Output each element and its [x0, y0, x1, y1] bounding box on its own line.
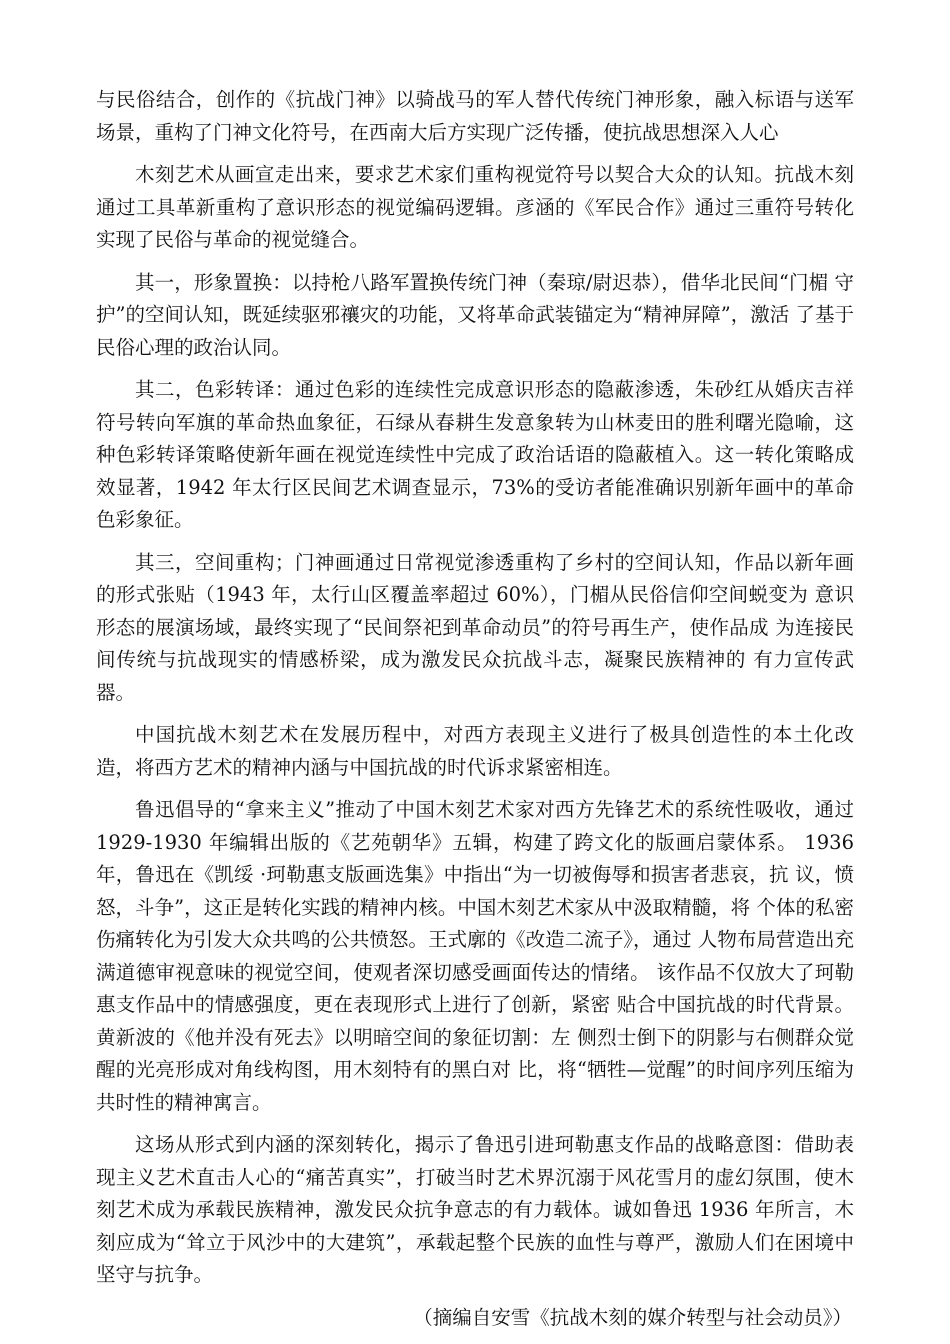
paragraph-6: 中国抗战木刻艺术在发展历程中，对西方表现主义进行了极具创造性的本土化改造，将西方艺术的精神内涵与中国抗战的时代诉求紧密相连。 — [96, 723, 854, 779]
article-body — [96, 84, 854, 1334]
paragraph-1: 与民俗结合，创作的《抗战门神》以骑战马的军人替代传统门神形象，融入标语与送军场景，重构了门神文化符号，在西南大后方实现广泛传播，使抗战思想深入人心 — [96, 88, 854, 144]
paragraph-4: 其二，色彩转译：通过色彩的连续性完成意识形态的隐蔽渗透，朱砂红从婚庆吉祥符号转向军旗的革命热血象征，石绿从春耕生发意象转为山林麦田的胜利曙光隐喻，这种色彩转译策略使新年画在视觉连续性中完成了政治话语的隐蔽植入。这一转化策略成效显著，1942 年太行区民间艺术调查显示，73%的受访者能准确识别新年画中的革命色彩象征。 — [96, 378, 854, 531]
source-citation: （摘编自安雪《抗战木刻的媒介转型与社会动员》） — [413, 1305, 852, 1329]
paragraph-7: 鲁迅倡导的“拿来主义”推动了中国木刻艺术家对西方先锋艺术的系统性吸收，通过 1929-1930 年编辑出版的《艺苑朝华》五辑，构建了跨文化的版画启蒙体系。 1936 年，鲁迅在《凯绥 ·珂勒惠支版画选集》中指出“为一切被侮辱和损害者悲哀，抗 议，愤怒，斗争”，这正是转化实践的精神内核。中国木刻艺术家从中汲取精髓，将 个体的私密伤痛转化为引发大众共鸣的公共愤怒。王式廓的《改造二流子》，通过 人物布局营造出充满道德审视意味的视觉空间，使观者深切感受画面传达的情绪。 该作品不仅放大了珂勒惠支作品中的情感强度，更在表现形式上进行了创新，紧密 贴合中国抗战的时代背景。黄新波的《他并没有死去》以明暗空间的象征切割：左 侧烈士倒下的阴影与右侧群众觉醒的光亮形成对角线构图，用木刻特有的黑白对 比，将“牺牲—觉醒”的时间序列压缩为共时性的精神寓言。 — [96, 798, 854, 1114]
paragraph-5: 其三，空间重构；门神画通过日常视觉渗透重构了乡村的空间认知，作品以新年画的形式张贴（1943 年，太行山区覆盖率超过 60%），门楣从民俗信仰空间蜕变为 意识形态的展演场域，最终实现了“民间祭祀到革命动员”的符号再生产，使作品成 为连接民间传统与抗战现实的情感桥梁，成为激发民众抗战斗志，凝聚民族精神的 有力宣传武器。 — [96, 550, 854, 704]
paragraph-8: 这场从形式到内涵的深刻转化，揭示了鲁迅引进珂勒惠支作品的战略意图：借助表现主义艺术直击人心的“痛苦真实”，打破当时艺术界沉溺于风花雪月的虚幻氛围，使木刻艺术成为承载民族精神，激发民众抗争意志的有力载体。诚如鲁迅 1936 年所言，木刻应成为“耸立于风沙中的大建筑”，承载起整个民族的血性与尊严，激励人们在困境中坚守与抗争。 — [96, 1133, 854, 1286]
paragraph-3: 其一，形象置换：以持枪八路军置换传统门神（秦琼/尉迟恭），借华北民间“门楣 守护”的空间认知，既延续驱邪禳灾的功能，又将革命武装锚定为“精神屏障”，激活 了基于民俗心理的政治认同。 — [96, 270, 854, 359]
paragraph-2: 木刻艺术从画宣走出来，要求艺术家们重构视觉符号以契合大众的认知。抗战木刻通过工具革新重构了意识形态的视觉编码逻辑。彦涵的《军民合作》通过三重符号转化实现了民俗与革命的视觉缝合。 — [96, 163, 854, 251]
